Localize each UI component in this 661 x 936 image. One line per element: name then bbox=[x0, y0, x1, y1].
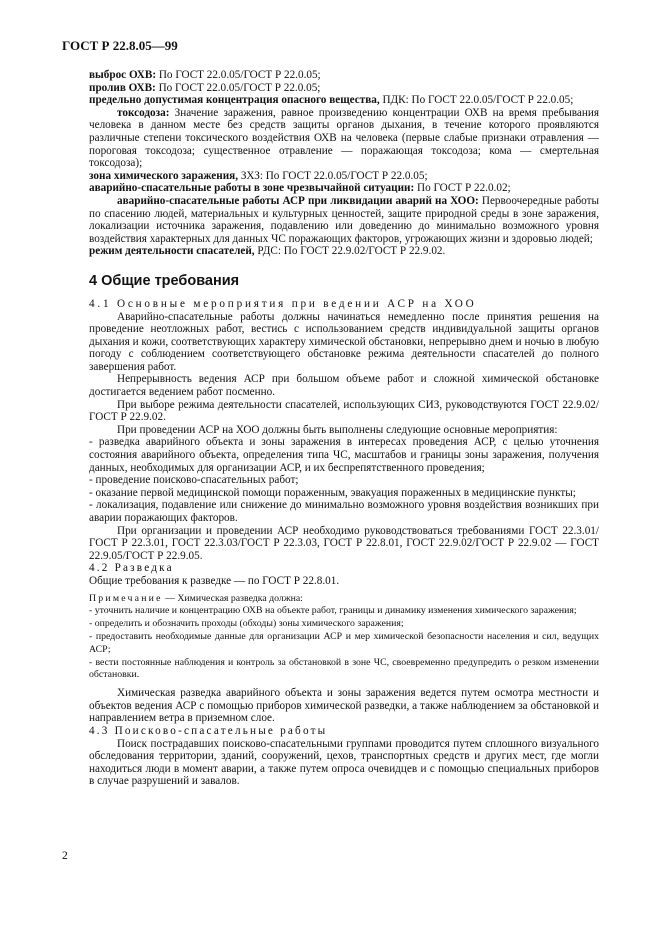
subsection-title: 4.3 Поисково-спасательные работы bbox=[89, 724, 328, 737]
definition-term: токсодоза: bbox=[117, 106, 170, 119]
definition-text: По ГОСТ 22.0.05/ГОСТ Р 22.0.05; bbox=[155, 81, 321, 94]
definition-item bbox=[89, 107, 599, 170]
definition-term: пролив ОХВ: bbox=[89, 81, 156, 94]
paragraph: Химическая разведка аварийного объекта и зоны заражения ведется путем осмотра местности и объектов ведения АСР с помощью приборов химической разведки, а также наблюдением за обстановкой и направлением ветра в приземном слое. bbox=[89, 687, 599, 725]
paragraph: При организации и проведении АСР необходимо руководствоваться требованиями ГОСТ 22.3.01/ ГОСТ Р 22.3.01, ГОСТ 22.3.03/ГОСТ Р 22.3.03, ГОСТ Р 22.8.01, ГОСТ 22.9.02/ГОСТ Р 22.9.02 — ГОСТ 22.9.05/ГОСТ Р 22.9.05. bbox=[89, 524, 599, 562]
note-label: Примечание bbox=[89, 592, 163, 604]
definition-text: Значение заражения, равное произведению концентрации ОХВ на время пребывания человека в данном месте без средств защиты органов дыхания, в течение которого проявляются различные степени токсического воздействия ОХВ на человека (первые слабые признаки отравления — пороговая токсодоза; существенное отравление — поражающая токсодоза; кома — смертельная токсодоза); bbox=[89, 106, 599, 170]
definition-text: По ГОСТ 22.0.05/ГОСТ Р 22.0.05; bbox=[156, 69, 321, 81]
page-number: 2 bbox=[62, 850, 68, 862]
definition-text: ЗХЗ: По ГОСТ 22.0.05/ГОСТ Р 22.0.05; bbox=[238, 169, 428, 182]
definition-text: По ГОСТ Р 22.0.02; bbox=[414, 182, 511, 195]
paragraph: Аварийно-спасательные работы должны начинаться немедленно после принятия решения на проведение неотложных работ, вестись с использованием средств индивидуальной защиты органов дыхания и кожи, соответствующих характеру химической обстановки, непрерывно днем и ночью в любую погоду с соблюдением соответствующего обстановке режима деятельности спасателей до полного завершения работ. bbox=[89, 310, 599, 373]
list-item: - локализация, подавление или снижение до минимально возможного уровня воздействия возникших при аварии поражающих факторов. bbox=[89, 499, 599, 524]
definition-term: выброс ОХВ: bbox=[89, 69, 157, 81]
note-item: - уточнить наличие и концентрацию ОХВ на объекте работ, границы и динамику изменения химического заражения; bbox=[89, 605, 577, 617]
paragraph: Общие требования к разведке — по ГОСТ Р 22.8.01. bbox=[89, 574, 340, 587]
section-heading: 4 Общие требования bbox=[89, 272, 240, 289]
definition-term: режим деятельности спасателей, bbox=[89, 245, 255, 258]
paragraph: При проведении АСР на ХОО должны быть выполнены следующие основные мероприятия: bbox=[117, 423, 558, 436]
definition-term: аварийно-спасательные работы в зоне чрезвычайной ситуации: bbox=[89, 182, 415, 195]
definition-item bbox=[89, 94, 599, 107]
page-content bbox=[89, 69, 599, 788]
definition-term: предельно допустимая концентрация опасного вещества, bbox=[89, 94, 380, 107]
note-item: - предоставить необходимые данные для организации АСР и мер химической безопасности населения и сил, ведущих АСР; bbox=[89, 630, 599, 655]
list-item: - проведение поисково-спасательных работ; bbox=[89, 474, 299, 487]
definition-item bbox=[89, 182, 599, 195]
definition-item bbox=[89, 245, 599, 258]
note-item: - определить и обозначить проходы (обходы) зоны химического заражения; bbox=[89, 618, 404, 630]
definition-text: ПДК: По ГОСТ 22.0.05/ГОСТ Р 22.0.05; bbox=[379, 94, 574, 107]
note-intro-text: — Химическая разведка должна: bbox=[162, 592, 303, 604]
note-intro bbox=[89, 593, 599, 606]
definition-text: РДС: По ГОСТ 22.9.02/ГОСТ Р 22.9.02. bbox=[254, 245, 446, 258]
definition-item bbox=[89, 82, 599, 95]
paragraph: Поиск пострадавших поисково-спасательными группами проводится путем сплошного визуального обследования территории, зданий, сооружений, цехов, транспортных средств и других мест, где могли находиться люди в момент аварии, а также путем опроса очевидцев и с помощью специальных приборов в случае разрушений и завалов. bbox=[89, 737, 599, 788]
document-code-header: ГОСТ Р 22.8.05—99 bbox=[62, 38, 178, 53]
definition-item bbox=[89, 69, 599, 82]
definition-term: аварийно-спасательные работы АСР при ликвидации аварий на ХОО: bbox=[117, 194, 479, 207]
definition-item bbox=[89, 195, 599, 245]
definition-text: Первоочередные работы по спасению людей, материальных и культурных ценностей, защите природной среды в зоне заражения, локализации источника заражения, подавлению или доведению до минимально возможного уровня воздействия характерных для данных ЧС поражающих факторов, угрожающих жизни и здоровью людей; bbox=[89, 194, 599, 245]
list-item: - разведка аварийного объекта и зоны заражения в интересах проведения АСР, с целью уточнения состояния аварийного объекта, определения типа ЧС, масштабов и границы зоны заражения, получения данных, необходимых для организации АСР, и их беспрепятственного проведения; bbox=[89, 436, 599, 474]
paragraph: При выборе режима деятельности спасателей, использующих СИЗ, руководствуются ГОСТ 22.9.02/ ГОСТ Р 22.9.02. bbox=[89, 398, 599, 424]
definition-term: зона химического заражения, bbox=[89, 169, 239, 182]
list-item: - оказание первой медицинской помощи пораженным, эвакуация пораженных в медицинские пункты; bbox=[89, 486, 576, 499]
paragraph: Непрерывность ведения АСР при большом объеме работ и сложной химической обстановке достигается ведением работ посменно. bbox=[89, 373, 599, 399]
subsection-title: 4.2 Разведка bbox=[89, 562, 174, 575]
note-item: - вести постоянные наблюдения и контроль за обстановкой в зоне ЧС, своевременно предупредить о резком изменении обстановки. bbox=[89, 656, 599, 681]
subsection-title: 4.1 Основные мероприятия при ведении АСР на ХОО bbox=[89, 297, 477, 310]
definition-item bbox=[89, 170, 599, 183]
